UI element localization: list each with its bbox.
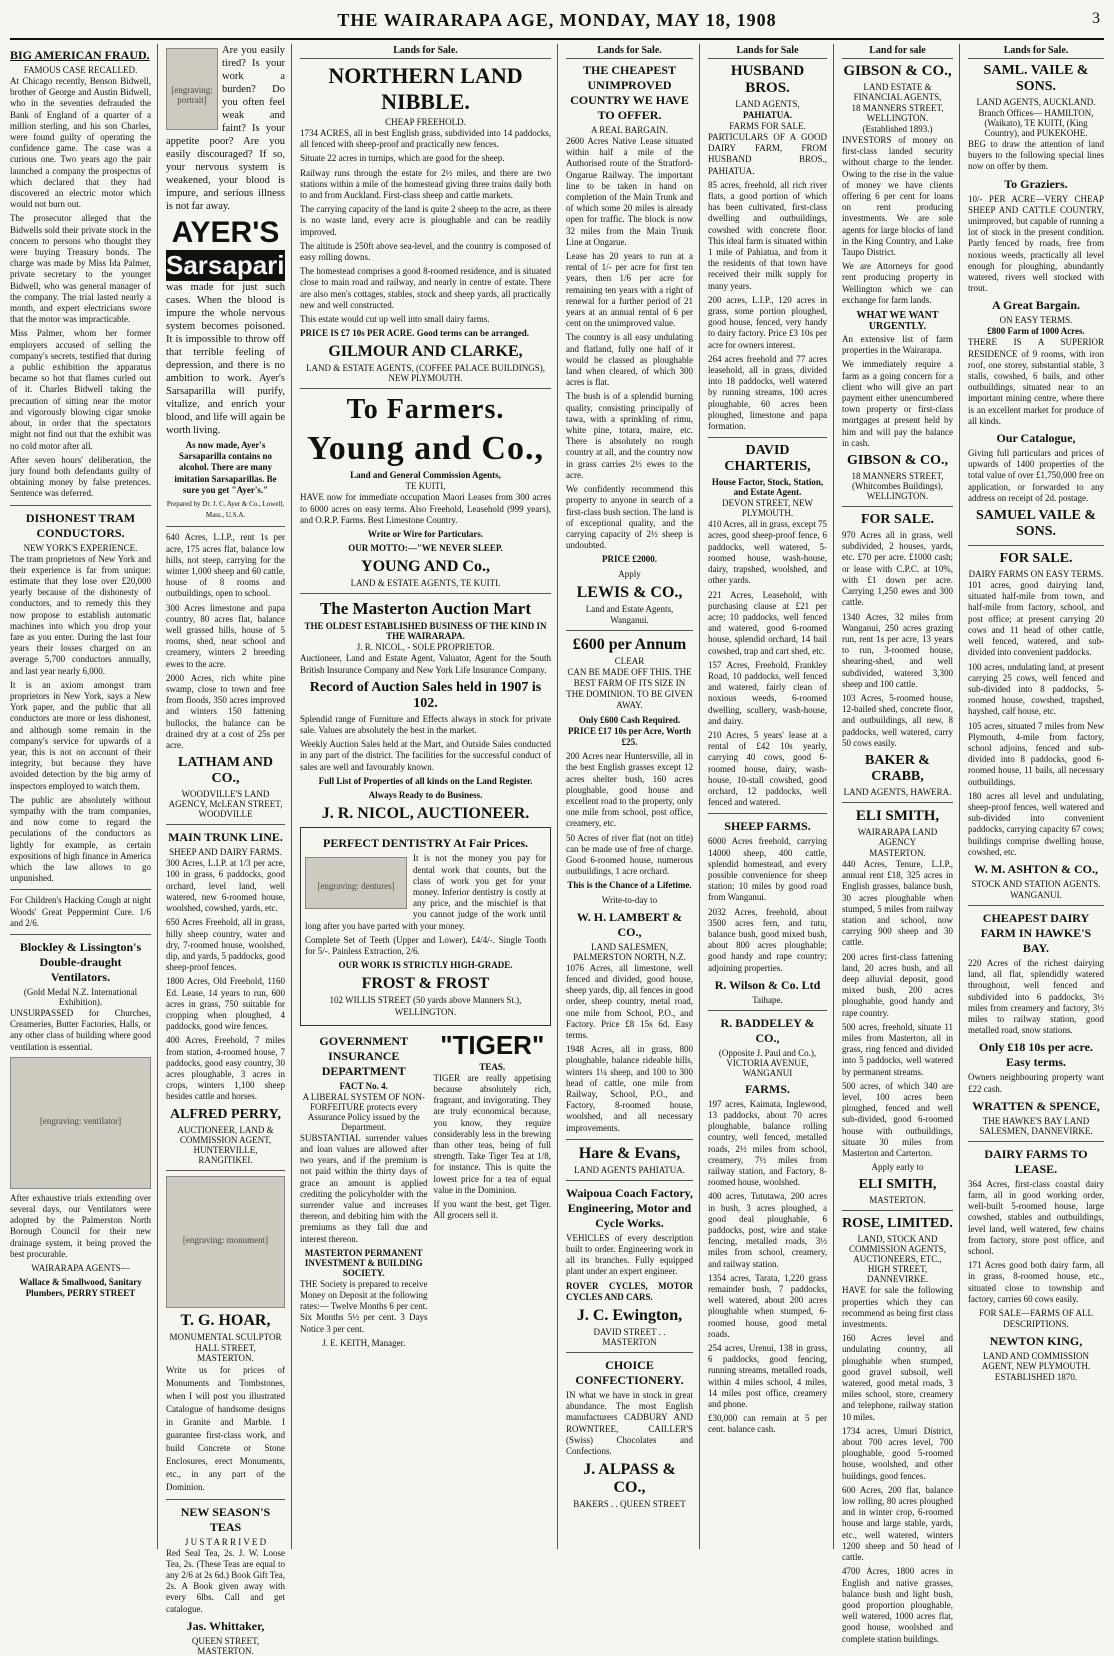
advert-subtitle: MASTERTON. [869, 847, 926, 858]
ventilator-illustration: [engraving: ventilator] [10, 1057, 151, 1189]
advert-subtitle: ESTABLISHED 1870. [994, 1372, 1078, 1383]
advert-title: GIBSON & CO., [843, 63, 952, 79]
advert-title: DAIRY FARMS TO LEASE. [984, 1146, 1088, 1176]
advert-subtitle: LAND ESTATE & FINANCIAL AGENTS, [853, 82, 942, 102]
brand-name: Sarsaparilla [166, 250, 314, 280]
advert-subtitle: LAND AGENTS, HAWERA. [843, 786, 952, 797]
masthead-title: THE WAIRARAPA AGE, MONDAY, MAY 18, 1908 [337, 10, 777, 30]
advert-subtitle: ON EASY TERMS. [999, 315, 1073, 326]
listing: 364 Acres, first-class coastal dairy farm, all in good working order, well-built 5-roomed house, large cowshed, stables and outbuildings, level land, well watered, few chains from factory, store post office, and school. [968, 1178, 1104, 1256]
advert-title: GOVERNMENT INSURANCE DEPARTMENT [319, 1033, 409, 1078]
advert-subtitle: BAKERS . . QUEEN STREET [573, 1499, 686, 1510]
advert-subtitle: LAND AGENTS, AUCKLAND. [976, 97, 1096, 107]
divider [566, 1352, 693, 1353]
advert-title: J. C. Ewington, [576, 1307, 683, 1325]
advert-text: For Children's Hacking Cough at night Woods' Great Peppermint Cure. 1/6 and 2/6. [10, 895, 151, 928]
article-paragraph: Miss Palmer, whom her former employers accused of selling the company's secrets, testified that during a public exhibition the apparatus became so hot that flames curled out of it. Charles Bidwell taking the precaution of sitting near the motor and vigorously blowing cigar smoke about, in order that the spectators might not find out that the exhibit was no cold motor after all. [10, 328, 151, 451]
advert-text: THE Society is prepared to receive Money on Deposit at the following rates:— Twelve Months 6 per cent. Six Months 5½ per cent. 3 Days Notice 3 per cent. [300, 1278, 428, 1334]
listing: 970 Acres all in grass, well subdivided, 2 houses, yards, etc. £70 per acre. £1000 cash; or lease with C.P.C. at 10%, with £1 down per acre. Carrying 1,250 ewes and 300 cattle. [842, 530, 953, 608]
advert-subtitle: WAIRARAPA LAND AGENCY [857, 826, 938, 847]
advert-subtitle: Taihape. [752, 994, 783, 1005]
advert-text: As now made, Ayer's Sarsaparilla contains no alcohol. There are many imitation Sarsaparillas. Be sure you get "Ayer's." [174, 440, 277, 495]
divider [566, 1139, 693, 1140]
advert-text: OUR MOTTO:—"WE NEVER SLEEP. [348, 543, 503, 554]
advert-text: PARTICULARS OF A GOOD DAIRY FARM, FROM HUSBAND BROS., PAHIATUA. [708, 132, 827, 176]
divider [300, 593, 551, 594]
advert-title: R. BADDELEY & CO., [720, 1015, 815, 1045]
advert-text: FOR SALE—FARMS OF ALL DESCRIPTIONS. [978, 1308, 1094, 1330]
advert-subtitle: LAND SALESMEN, PALMERSTON NORTH, N.Z. [573, 941, 686, 962]
advert-subtitle: Branch Offices— HAMILTON, (Waikato), TE KUITI, (King Country), and PUKEKOHE. [978, 108, 1094, 138]
listing: 300 Acres, L.I.P. at 1/3 per acre, 100 in grass, 6 paddocks, good orchard, level land, well watered, new 6-roomed house, woolshed, cowshed, yards, etc. [166, 858, 285, 914]
advert-title: NORTHERN LAND NIBBLE. [328, 63, 523, 114]
advert-title: J. ALPASS & CO., [583, 1461, 676, 1497]
listing: 500 acres, freehold, situate 11 miles from Masterton, all in grass, ring fenced and divided into 5 paddocks, well watered by permanent streams. [842, 1021, 953, 1077]
listing: 160 Acres level and undulating country, all ploughable when stumped, good gravel subsoil, well watered, good metal roads, 3 miles school, store, creamery and telephone, railway station 10 miles. [842, 1333, 953, 1422]
advert-text: If you want the best, get Tiger. All grocers sell it. [433, 1198, 551, 1221]
advert-text: VEHICLES of every description built to order. Engineering work in all its branches. Fully equipped plant under an expert engineer. [566, 1232, 693, 1277]
divider [566, 630, 693, 631]
advert-text: Giving full particulars and prices of upwards of 1400 properties of the total value of over £1,750,000 free on application, or forwarded to any address on receipt of 2d. postage. [968, 448, 1104, 503]
advert-title: Hare & Evans, [578, 1144, 681, 1162]
advert-text: Owners neighbouring property want £22 cash. [968, 1072, 1104, 1094]
advert-title: SHEEP FARMS. [724, 819, 811, 834]
advert-title: THE CHEAPEST UNIMPROVED COUNTRY WE HAVE TO OFFER. [570, 63, 689, 122]
advert-subtitle: TEAS. [479, 1061, 506, 1072]
listing: We confidently recommend this property to anyone in search of a first-class bush section. The land is of exceptional quality, and the carrying capacity of 2½ sheep is undoubted. [566, 484, 693, 551]
advert-title: Jas. Whittaker, [186, 1618, 265, 1633]
advert-title: MAIN TRUNK LINE. [168, 830, 283, 845]
advert-title: A Great Bargain. [991, 298, 1081, 313]
listing: 400 Acres, Freehold, 7 miles from station, 4-roomed house, 7 paddocks, good easy country, 30 acres ploughable, 3 acres in crops, winters 1,100 sheep besides cattle and horses. [166, 1035, 285, 1102]
advert-title: T. G. HOAR, [180, 1311, 271, 1329]
listing: 1340 Acres, 32 miles from Wanganui, 250 acres grazing run, rent 1s per acre, 13 years to run, 3-roomed house, shearing-shed, and well subdivided, watered 3,300 sheep and 100 cattle. [842, 611, 953, 689]
listing: 6000 Acres freehold, carrying 14000 sheep, 400 cattle, splendid homestead, and every possible convenience for sheep station; 10 miles by good road from Wanganui. [708, 836, 827, 903]
divider [842, 1210, 953, 1211]
advert-text: Always Ready to do Business. [368, 790, 483, 801]
section-heading: Lands for Sale. [300, 44, 551, 59]
advert-text: Apply [618, 568, 641, 579]
divider [842, 802, 953, 803]
listing: 1354 acres, Tarata, 1,220 grass remainder bush, 7 paddocks, well watered, about 200 acres ploughable when stumped, 6-roomed house, good metal roads. [708, 1272, 827, 1339]
dentistry-advert [300, 827, 551, 1025]
advert-subtitle: FACT No. 4. [339, 1080, 388, 1091]
divider [166, 824, 285, 825]
advert-title: Our Catalogue, [996, 431, 1076, 446]
advert-text: Railway runs through the estate for 2½ miles, and there are two stations within a mile of the homestead giving three trains daily both to and from Auckland. First-class sheep and cattle markets. [300, 167, 551, 201]
advert-text: TIGER are really appetising because absolutely rich, fragrant, and invigorating. They are truly economical because, you know, they require considerably less in the brewing than other teas, being of full strength. Take Tiger Tea at 1/8, for instance. This is quite the lowest price for a tea of equal value in the Dominion. [433, 1072, 551, 1195]
listing: 2600 Acres Native Lease situated within half a mile of the Authorised route of the Stratford-Ongarue Railway. The important line to be taken in hand on completion of the Main Trunk and of which some 20 miles is already open for traffic. The block is now 32 miles from the Main Trunk Line at Ongarue. [566, 136, 693, 247]
advert-text: This is the Chance of a Lifetime. [567, 880, 692, 891]
divider [166, 1499, 285, 1500]
listing: £30,000 can remain at 5 per cent. balance cash. [708, 1413, 827, 1435]
page-number: 3 [1092, 10, 1100, 27]
advert-title: To Farmers. [346, 394, 505, 426]
listing: 1800 Acres, Old Freehold, 1160 Ed. Lease, 14 years to run, 600 acres in grass, 750 suitable for cropping when ploughed, 4 paddocks, good wire fences. [166, 976, 285, 1032]
divider [708, 437, 827, 438]
advert-subtitle: 18 MANNERS STREET, (Whitcombes Buildings), WELLINGTON. [851, 471, 944, 502]
advert-subtitle: CHEAP FREEHOLD. [385, 117, 466, 127]
advert-title: The Masterton Auction Mart [319, 599, 532, 619]
advert-title: W. M. ASHTON & CO., [973, 861, 1099, 876]
column-5 [702, 44, 834, 1549]
advert-text: Write us for prices of Monuments and Tombstones, when I will post you illustrated Catalogue of handsome designs in Granite and Marble. I guarantee first-class work, and build Concrete or Stone Enclosures, erect Monuments, etc., in any part of the Dominion. [166, 1364, 285, 1492]
listing: 157 Acres, Freehold, Frankley Road, 10 paddocks, well fenced and watered, fairly clean of noxious weeds, 6-roomed dwelling, scullery, wash-house, and dairy. [708, 659, 827, 726]
listing: 400 acres, Tututawa, 200 acres in bush, 3 acres ploughed, a good deal ploughable, 6 paddocks, post, wire and stake fencing, metalled roads, 3½ miles from school, creamery, and railway station. [708, 1191, 827, 1269]
advert-text: Wallace & Smallwood, Sanitary Plumbers, PERRY STREET [19, 1277, 142, 1299]
advert-title: ROSE, LIMITED. [842, 1216, 953, 1232]
advert-title: SAML. VAILE & SONS. [983, 63, 1089, 94]
advert-subtitle: J. E. KEITH, Manager. [322, 1337, 406, 1348]
listing: 100 acres, undulating land, at present carrying 25 cows, well fenced and sub-divided into 8 paddocks, 5-roomed house, cowshed, trapshed, hayshed, calf house, etc. [968, 661, 1104, 717]
listing: 200 acres, L.I.P., 120 acres in grass, some portion ploughed, good house, fenced, very handy to dairy factory. Price £3 10s per acre for owners interest. [708, 294, 827, 350]
advert-text: PRICE £2000. [601, 554, 657, 565]
article-paragraph: After seven hours' deliberation, the jury found both defendants guilty of obtaining money by false pretences. Sentence was deferred. [10, 454, 151, 499]
advert-text: INVESTORS of money on first-class landed security without charge to the lender. Owing to the rise in the value of money we have clients offering 6 per cent for loans on rent producing investments. We are sole agents for large blocks of land in the King Country, and Lake Taupo District. [842, 135, 953, 258]
listing: 1948 Acres, all in grass, 800 ploughable, balance rideable hills, winters 1¼ sheep, and 100 to 300 head of cattle, one mile from Railway, School, P.O., and Factory, 8-roomed house, woolshed, and all necessary improvements. [566, 1044, 693, 1133]
advert-subtitle: THE OLDEST ESTABLISHED BUSINESS OF THE KIND IN THE WAIRARAPA. [304, 621, 547, 642]
column-4 [560, 44, 700, 1549]
listing: 210 Acres, 5 years' lease at a rental of £42 10s yearly, carrying 40 cows, good 6-roomed house, dairy, wash-house, 10-stall cowshed, good orchard, 12 paddocks, well fenced and watered. [708, 729, 827, 808]
listing: 650 Acres Freehold, all in grass, hilly sheep country, water and dry, 7-roomed house, woolshed, dip, and yards, 5 paddocks, good sheep-proof fences. [166, 917, 285, 973]
divider [566, 1180, 693, 1181]
advert-title: FARMS. [745, 1081, 790, 1096]
listing: 171 Acres good both dairy farm, all in grass, 8-roomed house, etc., situated close to township and factory, carries 60 cows easily. [968, 1260, 1104, 1304]
divider [968, 545, 1104, 546]
section-heading: Lands for Sale. [968, 44, 1104, 59]
advert-subtitle: (Gold Medal N.Z. International Exhibition). [23, 987, 138, 1008]
advert-text: Write or Wire for Particulars. [367, 529, 484, 540]
listing: Lease has 20 years to run at a rental of 1/- per acre for first ten years, then 1/6 per acre for remaining ten years with a right of renewal for a further period of 21 years at an annual rental of 6 per cent on the unimproved value. [566, 251, 693, 329]
advert-title: NEWTON KING, [989, 1334, 1083, 1349]
advert-subtitle: LAND AND COMMISSION AGENT, NEW PLYMOUTH. [981, 1351, 1091, 1372]
advert-title: W. H. LAMBERT & CO., [576, 909, 683, 939]
advert-text: WAIRARAPA AGENTS— [31, 1263, 130, 1274]
advert-title: YOUNG AND Co., [361, 558, 490, 576]
divider [10, 934, 151, 935]
advert-text: SUBSTANTIAL surrender values and loan values are allowed after two years, and if the premium is not paid within the thirty days of grace an amount is applied crediting the policyholder with the surrender value and increases thereon, and debiting him with the premiums as they fall due and interest thereon. [300, 1132, 428, 1244]
advert-subtitle: CLEAR [614, 655, 645, 666]
advert-text: HAVE for sale the following properties which they can recommend as being first class investments. [842, 1285, 953, 1330]
advert-text: Auctioneer, Land and Estate Agent, Valuator, Agent for the South British Insurance Company and New York Life Insurance Company. [300, 653, 551, 675]
advert-text: This estate would cut up well into small dairy farms. [300, 314, 490, 325]
article-paragraph: It is an axiom amongst tram proprietors in New York, says a New York paper, and the public that all conductors are more or less dishonest, and although some remain in the company's service for upwards of a year, this is not on account of their integrity, but because they have avoided detection by the big army of inspectors employed to watch them. [10, 679, 151, 791]
advert-title: Only £18 10s per acre. Easy terms. [979, 1040, 1093, 1070]
advert-title: To Graziers. [1004, 176, 1068, 191]
listing: 600 Acres, 200 flat, balance low rolling, 80 acres ploughed and in winter crop, 6-roomed house and large stable, yards, etc., well watered, winters 1200 sheep and 50 head of cattle. [842, 1484, 953, 1563]
advert-subtitle: (Established 1893.) [862, 124, 933, 134]
column-2 [160, 44, 314, 1656]
column-3 [294, 44, 558, 1549]
brand-name: AYER'S [171, 216, 280, 249]
advert-text: Full List of Properties of all kinds on the Land Register. [318, 775, 533, 786]
section-heading: Lands for Sale [708, 44, 827, 59]
advert-subtitle: A REAL BARGAIN. [591, 125, 668, 135]
listing: 2032 Acres, freehold, about 3500 acres fern, and tutu, balance bush, good mixed bush, about 800 acres ploughable; good handy and rape country; adjoining properties. [708, 906, 827, 973]
advert-subtitle: House Factor, Stock, Station, and Estate Agent. [711, 477, 824, 498]
article-paragraph: The public are absolutely without sympathy with the tram companies, and now come to regard the peculations of the conductors as lightly for example, as certain expositions of high finance in America which the law allows to go unpunished. [10, 794, 151, 884]
advert-title: CHOICE CONFECTIONERY. [575, 1358, 684, 1388]
listing: THERE IS A SUPERIOR RESIDENCE of 9 rooms, with iron roof, one storey, substantial stable, 3 stalls, cowshed, 6 bails, and other outbuildings, situated near to an important mining centre, where there is an excellent market for produce of all kinds. [968, 337, 1104, 426]
advert-title: NEW SEASON'S TEAS [180, 1504, 271, 1534]
column-6 [836, 44, 960, 1644]
advert-title: Waipoua Coach Factory, Engineering, Motor and Cycle Works. [566, 1185, 694, 1230]
advert-text: The altitude is 250ft above sea-level, and the country is composed of easy rolling downs. [300, 240, 551, 263]
listing: 101 acres, good dairying land, situated half-mile from town, and half-mile from factory, school, and post office; at present carrying 20 cows and 11 head of other cattle, well fenced, watered, and sub-divided into convenient paddocks. [968, 580, 1104, 658]
advert-subtitle: Land and Estate Agents, [585, 603, 674, 614]
divider [166, 526, 285, 527]
advert-title: FROST & FROST [361, 975, 490, 993]
listing: 103 Acres, 5-roomed house, 12-bailed shed, concrete floor, and outbuildings, all new, 8 paddocks, well watered, carry 50 cows easily. [842, 692, 953, 748]
listing: 105 acres, situated 7 miles from New Plymouth, 4-mile from factory, school adjoins, fenced and sub-divided into 8 paddocks, good 6-roomed house, 11 bails, all necessary outbuildings. [968, 720, 1104, 787]
advert-title: PERFECT DENTISTRY At Fair Prices. [322, 836, 529, 851]
advert-text: Complete Set of Teeth (Upper and Lower), £4/4/-. Single Tooth for 5/-. Painless Extraction, 2/6. [305, 934, 546, 956]
brand-name: "TIGER" [440, 1029, 545, 1060]
divider [968, 1141, 1104, 1142]
advert-text: After exhaustive trials extending over several days, our Ventilators were adopted by the Palmerston North Borough Council for their new drainage system, it being proved the best procurable. [10, 1192, 151, 1259]
listing: 640 Acres, L.I.P., rent 1s per acre, 175 acres flat, balance low hills, not steep, carrying for the winter 1,000 sheep and 60 cattle, house of 8 rooms and outbuildings, open to school. [166, 532, 285, 599]
advert-title: FOR SALE. [860, 512, 935, 528]
listing: 1734 acres, Umuri District, about 700 acres level, 700 ploughable, good 5-roomed house, woolshed, and other buildings, good fences. [842, 1425, 953, 1481]
advert-subtitle: AUCTIONEER, LAND & COMMISSION AGENT, HUNTERVILLE, RANGITIKEI. [177, 1124, 274, 1165]
advert-subtitle: (Opposite J. Paul and Co.), VICTORIA AVENUE, WANGANUI [718, 1047, 817, 1078]
advert-text: Are you easily tired? Is your work a burden? Do you often feel weak and faint? Is your appetite poor? Are you easily discouraged? If so, your nervous system is weakened, your blood is impure, and serious illness is not far away. [166, 45, 285, 212]
listing: 1076 Acres, all limestone, well fenced and divided, good house, sheep yards, dip, all fences in good order, sheep country, metal road, one mile from School, P.O., and Factory. Price £8 15s 6d. Easy terms. [566, 962, 693, 1040]
advert-title: LATHAM AND CO., [177, 755, 274, 787]
article-subtitle: FAMOUS CASE RECALLED. [23, 65, 138, 75]
advert-text: We immediately require a farm as a going concern for a client who will give an part payment either unencumbered town property or first-class mortgages at present held by him and will pay the balance in cash. [842, 359, 953, 448]
advert-text: Write-to-day to [601, 894, 658, 905]
advert-text: PRICE IS £7 10s PER ACRE. Good terms can be arranged. [300, 328, 530, 339]
advert-text: An extensive list of farm properties in the Wairarapa. [842, 334, 953, 356]
listing: 440 Acres, Tenure, L.I.P., annual rent £18, 325 acres in English grasses, balance bush, 30 acres ploughable when stumped, 5 miles from railway station and school, now carrying 900 sheep and 30 cattle. [842, 858, 953, 948]
advert-text: Splendid range of Furniture and Effects always in stock for private sale. Values are absolutely the best in the market. [300, 713, 551, 736]
advert-subtitle: HALL STREET, MASTERTON. [195, 1342, 256, 1363]
advert-subtitle: MASTERTON PERMANENT INVESTMENT & BUILDING SOCIETY. [304, 1247, 423, 1278]
column-1 [4, 44, 158, 1549]
divider [300, 388, 551, 389]
advert-subtitle: QUEEN STREET, MASTERTON. [191, 1635, 260, 1656]
advert-text: We are Attorneys for good rent producing property in Wellington which we can exchange for farm lands. [842, 261, 953, 305]
section-heading: Land for sale [842, 44, 953, 59]
divider [166, 1170, 285, 1171]
listing: 200 Acres near Huntersville, all in the best English grasses except 12 acres shelter bush, 160 acres ploughable, good house and excellent road to the property, only one mile from school, post office, creamery, etc. [566, 751, 693, 829]
advert-subtitle: THE HAWKE'S BAY LAND SALESMEN, DANNEVIRKE. [979, 1115, 1093, 1136]
divider [968, 905, 1104, 906]
advert-title: Young and Co., [307, 430, 544, 468]
listing: 2000 Acres, rich white pine swamp, close to town and free from floods, 350 acres improved and winters 150 fattening bullocks, the balance can be drained dry at a cost of 25s per acre. [166, 672, 285, 751]
advert-subtitle: Land and General Commission Agents, [350, 470, 501, 481]
column-7 [962, 44, 1110, 1549]
advert-text: OUR WORK IS STRICTLY HIGH-GRADE. [338, 960, 513, 971]
listing: 85 acres, freehold, all rich river flats, a good portion of which has been cultivated, first-class dwelling and outbuildings, cowshed with concrete floor. This ideal farm is situated within 1 mile of Pahiatua, and from it the residents of that town have received their milk supply for many years. [708, 179, 827, 291]
portrait-illustration: [engraving: portrait] [166, 48, 218, 130]
advert-title: DAVID CHARTERIS, [724, 443, 811, 475]
bottom-adverts [300, 1030, 551, 1349]
listing: The bush is of a splendid burning quality, consisting principally of tawa, with a sprinkling of rimu, white pine, totara, maire, etc. There is absolutely no rough country at all, and the country now in grass carries 2½ ewes to the acre. [566, 391, 693, 480]
listing: 50 Acres of river flat (not on title) can be made use of free of charge. Good 6-roomed house, numerous outbuildings, 1 acre orchard. [566, 832, 693, 877]
advert-title: GILMOUR AND CLARKE, [328, 343, 523, 361]
listing: 264 acres freehold and 77 acres leasehold, all in grass, divided into 18 paddocks, well watered by running streams, 100 acres ploughable, 60 acres been ploughed, limestone and papa formation. [708, 353, 827, 432]
advert-subtitle: 18 MANNERS STREET, WELLINGTON. [851, 103, 944, 123]
divider [708, 1010, 827, 1011]
dentures-illustration: [engraving: dentures] [305, 857, 407, 909]
advert-text: CAN BE MADE OFF THIS. THE BEST FARM OF ITS SIZE IN THE DOMINION. TO BE GIVEN AWAY. [566, 666, 693, 711]
divider [10, 505, 151, 506]
advert-text: Apply early to [871, 1162, 924, 1173]
advert-subtitle: J. R. NICOL, - SOLE PROPRIETOR. [356, 642, 495, 653]
advert-text: UNSURPASSED for Churches, Creameries, Butter Factories, Halls, or any other class of building where good ventilation is essential. [10, 1008, 151, 1052]
advert-title: WHAT WE WANT URGENTLY. [856, 310, 939, 333]
advert-subtitle: Wanganui. [610, 614, 649, 625]
listing: 197 acres, Kaimata, Inglewood, 13 paddocks, about 70 acres ploughable, balance rolling country, well fenced, metalled roads, 2½ miles from school, creamery, 7½ miles from railway station, and Factory, 8-roomed house, woolshed. [708, 1098, 827, 1188]
article-paragraph: The prosecutor alleged that the Bidwells sold their private stock in the concern to persons who thought they were buying Treasury bonds. The charge was made by Miss Ida Palmer, private secretary to the younger Bidwell, who was general manager of the company. The trial lasted nearly a month, and expert electricians swore that the motor was impracticable. [10, 213, 151, 325]
article-subtitle: NEW YORK'S EXPERIENCE. [23, 542, 138, 553]
advert-subtitle: FARMS FOR SALE. [729, 121, 806, 131]
listing: 500 acres, of which 340 are level, 100 acres been ploughed, fenced and well sub-divided, good 6-roomed house with outbuildings, situate 30 miles from Masterton and Carterton. [842, 1080, 953, 1159]
advert-title: ELI SMITH, [855, 807, 940, 824]
listing: 221 Acres, Leasehold, with purchasing clause at £21 per acre; 10 paddocks, well fenced and watered, good 6-roomed house, splendid orchard, 14 bail cowshed, trap and cart shed, etc. [708, 589, 827, 656]
advert-title: FOR SALE. [999, 551, 1073, 567]
advert-subtitle: LAND & ESTATE AGENTS, (COFFEE PALACE BUILDINGS), NEW PLYMOUTH. [306, 363, 545, 384]
advert-text: was made for just such cases. When the blood is impure the whole nervous system becomes poisoned. It is impossible to throw off that terrible feeling of depression, and there is no ambition to work. Ayer's Sarsaparilla will purify, vitalize, and enrich your blood, and life will again be worth living. [166, 282, 285, 436]
advert-subtitle: DAVID STREET . . MASTERTON [593, 1327, 666, 1348]
advert-subtitle: DEVON STREET, NEW PLYMOUTH. [721, 498, 814, 519]
insurance-advert [300, 1030, 427, 1349]
advert-subtitle: J U S T A R R I V E D [184, 1536, 267, 1547]
masthead [10, 4, 1104, 40]
article-title: BIG AMERICAN FRAUD. [10, 48, 150, 62]
advert-text: Situate 22 acres in turnips, which are good for the sheep. [300, 153, 505, 164]
advert-subtitle: MASTERTON. [869, 1195, 926, 1206]
advert-text: 1734 ACRES, all in best English grass, subdivided into 14 paddocks, all fenced with sheep-proof and practically new fences. [300, 128, 551, 150]
listing: 200 acres first-class fattening land, 20 acres bush, and all deep alluvial deposit, good mixed bush, 200 acres ploughable, good handy and rape country. [842, 951, 953, 1018]
advert-title: WRATTEN & SPENCE, [972, 1098, 1100, 1113]
listing: 10/- PER ACRE—VERY CHEAP SHEEP AND CATTLE COUNTRY, unimproved, but capable of running a lot of stock in the present condition. Partly fenced by roads, free from noxious weeds, practically all level enough for ploughing, abundantly watered, rivers well stocked with trout. [968, 193, 1104, 294]
advert-text: BEG to draw the attention of land buyers to the following special lines now on offer by them. [968, 139, 1104, 172]
monument-illustration: [engraving: monument] [166, 1176, 285, 1308]
advert-subtitle: LAND AGENTS PAHIATUA. [574, 1164, 685, 1175]
advert-subtitle: £800 Farm of 1000 Acres. [987, 326, 1085, 337]
listing: 410 Acres, all in grass, except 75 acres, good sheep-proof fence, 6 paddocks, well watered, 5-roomed house, wash-house, dairy, trapshed, woolshed, and other yards. [708, 519, 827, 586]
advert-title: CHEAPEST DAIRY FARM IN HAWKE'S BAY. [980, 910, 1092, 955]
advert-title: £600 per Annum [572, 635, 687, 653]
advert-title: J. R. NICOL, AUCTIONEER. [321, 805, 530, 823]
listing: 180 acres all level and undulating, sheep-proof fences, well watered and sub-divided into convenient paddocks, carrying capacity 67 cows; buildings comprise dwelling house, cowshed, etc. [968, 790, 1104, 857]
tiger-tea-advert [433, 1030, 551, 1349]
advert-subtitle: STOCK AND STATION AGENTS. [971, 878, 1101, 889]
listing: 4700 Acres, 1800 acres in English and native grasses, balance bush and light bush, good proportion ploughable, well watered, 1000 acres flat, good house, woolshed and complete station buildings. [842, 1566, 953, 1644]
advert-subtitle: TE KUITI, [405, 481, 446, 492]
listing: 220 Acres of the richest dairying land, all flat, splendidly watered throughout, well fenced and subdivided into 6 paddocks, 3½ miles from creamery and factory, 3½ miles to railway station, good metalled road, snow stations. [968, 957, 1104, 1036]
advert-subtitle: LAND, STOCK AND COMMISSION AGENTS, AUCTIONEERS, ETC., HIGH STREET, DANNEVIRKE. [848, 1234, 946, 1285]
advert-text: It is not the money you pay for dental work that counts, but the class of work you get for your money. Inferior dentistry is costly at any price, and the mischief is that you cannot judge of the work until long after you have parted with your money. [305, 853, 546, 931]
divider [842, 506, 953, 507]
article-paragraph: At Chicago recently, Benson Bidwell, brother of George and Austin Bidwell, who in the seventies defrauded the Bank of England of a quarter of a million sterling, and his son Charles, were found guilty of operating the confidence game. The case was a curious one. Two years ago the pair launched a company the prospectus of which declared that they had discovered an electric motor which would not burn out. [10, 76, 151, 210]
advert-text: The homestead comprises a good 8-roomed residence, and is situated close to main road and railway, and nearly in centre of estate. There are also men's cottages, stables, stock and sheep yards, all practically new and well constructed. [300, 266, 551, 310]
advert-text: Only £600 Cash Required. PRICE £17 10s per Acre, Worth £25. [568, 714, 691, 747]
section-heading: Lands for Sale. [566, 44, 693, 59]
advert-text: The carrying capacity of the land is quite 2 sheep to the acre, as there is no waste land, every acre is ploughable and can be readily improved. [300, 204, 551, 237]
advert-subtitle: LAND & ESTATE AGENTS, TE KUITI. [350, 578, 501, 589]
article-paragraph: The tram proprietors of New York and their experience is far from unique: estimate that they lose over £20,000 yearly because of the dishonesty of conductors, and to remedy this they now propose to establish automatic machines into which you drop your fare as you enter. During the last four years their losses charged on an average 5,700 conductors annually, and last year nearly 6,000. [10, 553, 151, 676]
divider [708, 813, 827, 814]
advert-text: Weekly Auction Sales held at the Mart, and Outside Sales conducted in any part of the district. The facilities for the successful conduct of sales are well and favourably known. [300, 739, 551, 772]
advert-text: 102 WILLIS STREET (50 yards above Manners St.), WELLINGTON. [329, 995, 522, 1017]
advert-subtitle: DAIRY FARMS ON EASY TERMS. [968, 569, 1104, 580]
advert-subtitle: SHEEP AND DAIRY FARMS. [169, 847, 282, 858]
advert-text: Red Seal Tea, 2s. J. W. Loose Tea, 2s. (These Teas are equal to any 2/6 at 2s 6d.) Book Gift Tea, 2s. A Book given away with every 6lbs. Call and get catalogue. [166, 1547, 285, 1614]
advert-subtitle: WOODVILLE'S LAND AGENCY, McLEAN STREET, WOODVILLE [168, 789, 283, 820]
advert-text: ROVER CYCLES, MOTOR CYCLES AND CARS. [566, 1280, 693, 1302]
advert-title: HUSBAND BROS. [730, 63, 805, 96]
advert-title: GIBSON & CO., [846, 453, 949, 469]
advert-subtitle: A LIBERAL SYSTEM OF NON-FORFEITURE protects every Assurance Policy issued by the Department. [302, 1091, 425, 1132]
advert-title: R. Wilson & Co. Ltd [714, 977, 821, 992]
advert-text: Prepared by Dr. J. C. Ayer & Co., Lowell, Mass., U.S.A. [166, 500, 285, 520]
advert-title: ALFRED PERRY, [169, 1106, 281, 1122]
divider [10, 889, 151, 890]
listing: 254 acres, Urenui, 138 in grass, 6 paddocks, good fencing, running streams, metalled roads, within 4 miles school, 4 miles, 14 miles post office, creamery and phone. [708, 1343, 827, 1410]
listing: 300 Acres limestone and papa country, 80 acres flat, balance well grassed hills, house of 5 rooms, shed, near school and creamery, winters 2 breeding ewes to the acre. [166, 602, 285, 669]
advert-text: HAVE now for immediate occupation Maori Leases from 300 acres to 6000 acres on easy terms. Also Freehold, Leasehold (999 years), and O.R.P. Farms. Best Limestone Country. [300, 492, 551, 525]
advert-subtitle: LAND AGENTS, [735, 99, 800, 109]
advert-subtitle: WANGANUI. [1010, 889, 1062, 900]
listing: The country is all easy undulating and flatland, fully one half of it would be classed as ploughable land when cleared, of which 300 acres is flat. [566, 332, 693, 388]
advert-title: Blockley & Lissington's Double-draught Ventilators. [19, 940, 142, 985]
advert-title: BAKER & CRABB, [865, 752, 930, 784]
advert-title: SAMUEL VAILE & SONS. [975, 508, 1097, 540]
advert-title: Record of Auction Sales held in 1907 is 102. [309, 679, 542, 711]
advert-subtitle: MONUMENTAL SCULPTOR [169, 1331, 282, 1342]
advert-text: IN what we have in stock in great abundance. The most English manufacturers CADBURY AND ROWNTREE, CAILLER'S (Swiss) Chocolates and Confections. [566, 1390, 693, 1457]
advert-title: LEWIS & CO., [576, 583, 683, 601]
advert-subtitle: PAHIATUA. [743, 110, 792, 120]
article-title: DISHONEST TRAM CONDUCTORS. [25, 510, 136, 540]
advert-title: ELI SMITH, [858, 1177, 937, 1193]
